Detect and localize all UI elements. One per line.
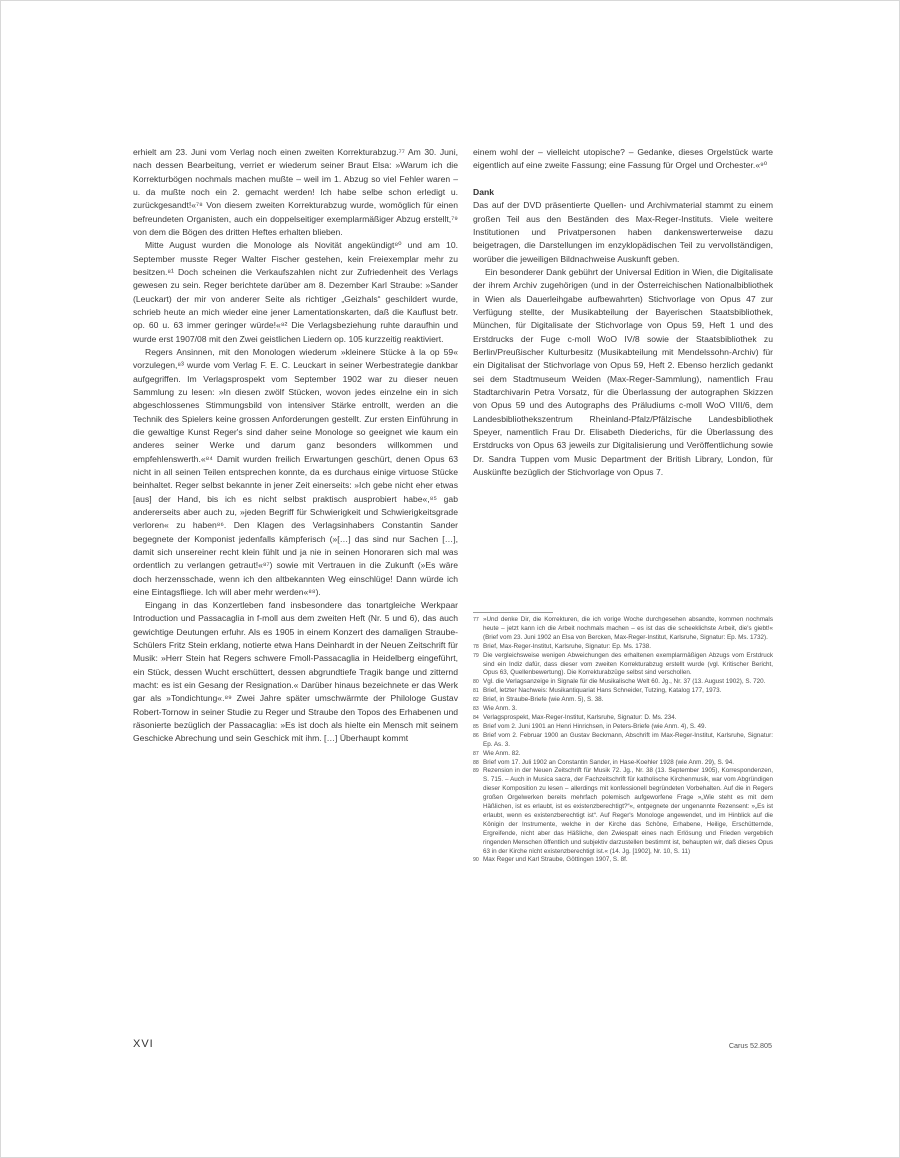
footnote xyxy=(473,705,773,714)
footnote-number: 78 xyxy=(473,643,479,650)
body-paragraph: erhielt am 23. Juni vom Verlag noch einen zweiten Korrekturabzug.⁷⁷ Am 30. Juni, nach dessen Bearbeitung, verriet er wiederum seiner Braut Elsa: »Warum ich die Korrekturbögen nochmals machen mußte – weil im 1. Abzug so viel Fehler waren – u. da mußte noch ein 2. gemacht werden! Ich habe selbe schon erledigt u. zurückgesandt!«⁷⁸ Von diesem zweiten Korrekturabzug wurde, womöglich für einen befreundeten Organisten, auch ein doppelseitiger exemplarmäßiger Abzug erstellt,⁷⁹ von dem die Bögen des dritten Heftes erhalten blieben. xyxy=(133,147,458,237)
footnote xyxy=(473,856,773,865)
footnote xyxy=(473,714,773,723)
footnote-text: Brief vom 2. Februar 1900 an Gustav Beckmann, Abschrift im Max-Reger-Institut, Karlsruhe, Signatur: Ep. As. 3. xyxy=(483,731,773,748)
body-paragraph-continuation: einem wohl der – vielleicht utopische? – Gedanke, dieses Orgelstück warte eigentlich auf eine zweite Fassung; eine Fassung für Orgel und Orchester.«⁹⁰ xyxy=(473,147,773,171)
body-paragraph: Ein besonderer Dank gebührt der Universal Edition in Wien, die Digitalisate der ihrem Archiv zugehörigen (und in der Österreichischen Nationalbibliothek in Wien als Dauerleihgabe aufbewahrten) Stichvorlage von Opus 47 zur Verfügung stellte, der Musikabteilung der Bayerischen Staatsbibliothek, München, für Digitalisate der Stichvorlage von Opus 59, Heft 1 und des Erstdrucks der Fuge c-moll WoO IV/8 sowie der Staatsbibliothek zu Berlin/Preußischer Kulturbesitz (Musikabteilung mit Mendelssohn-Archiv) für ein Digitalisat der Stichvorlage von Opus 59, Heft 2. Ebenso herzlich gedankt sei dem Stadtmuseum Weiden (Max-Reger-Sammlung), namentlich Frau Stadtarchivarin Petra Vorsatz, für die Überlassung der autographen Skizzen von Opus 59 und des Autographs des Präludiums c-moll WoO VIII/6, dem Landesbibliothekszentrum Rheinland-Pfalz/Pfälzische Landesbibliothek Speyer, namentlich Frau Dr. Elisabeth Diederichs, für die Überlassung des Erstdrucks von Opus 63 jeweils zur Digitalisierung und Veröffentlichung sowie Dr. Sandra Tuppen vom Music Department der British Library, London, für Auskünfte bezüglich der Stichvorlage von Opus 7. xyxy=(473,266,773,477)
footnote-number: 81 xyxy=(473,688,479,695)
footnote-number: 79 xyxy=(473,652,479,659)
footnote xyxy=(473,678,773,687)
footnote-text: Max Reger und Karl Straube, Göttingen 1907, S. 8f. xyxy=(483,856,628,864)
footnote xyxy=(473,767,773,856)
body-paragraph: Das auf der DVD präsentierte Quellen- und Archivmaterial stammt zu einem großen Teil aus den Beständen des Max-Reger-Instituts. Viele weitere Institutionen und Privatpersonen haben dankenswerterweise dazu beigetragen, die Darstellungen im enzyklopädischen Teil zu vervollständigen, worüber die jeweiligen Bildnachweise Auskunft geben. xyxy=(473,200,773,264)
section-heading-dank: Dank xyxy=(473,186,495,197)
footnote xyxy=(473,652,773,679)
footnote xyxy=(473,759,773,768)
body-paragraph: Regers Ansinnen, mit den Monologen wiederum »kleinere Stücke à la op 59« vorzulegen,⁸³ wurde vom Verlag F. E. C. Leuckart in seiner Werbestrategie dankbar aufgegriffen. Im Verlagsprospekt vom September 1902 war zu dieser neuen Sammlung zu lesen: »In diesen zwölf Stücken, wovon jedes einzelne ein in sich abgeschlossenes Stimmungsbild von intensiver Stärke entrollt, werden an die Technik des Spielers keine grossen Anforderungen gestellt. Zur ersten Einführung in die gewaltige Kunst Reger's sind daher seine Monologe so geeignet wie kaum ein anderes seiner Werke und darum ganz besonders willkommen und empfehlenswerth.«⁸⁴ Damit wurden freilich Erwartungen geschürt, denen Opus 63 nicht in all seinen Teilen entsprechen konnte, da es durchaus einige virtuose Stücke beinhaltet. Reger selbst bekannte in jener Zeit einerseits: »Ich gebe nicht eher etwas [aus] der Hand, bis ich es nicht selbst praktisch ausprobiert habe«,⁸⁵ gab andererseits aber auch zu, »jeden Begriff für Schwierigkeit und Schwierigkeitsgrade verloren« zu haben⁸⁶. Den Klagen des Verlagsinhabers Constantin Sander begegnete der Komponist jedenfalls kämpferisch (»[…] das sind nur Sachen […], damit sich unsereiner recht klein fühlt und ja nie in seinen Honoraren sich mal was ordentlich zu verlangen getraut!«⁸⁷) sowie mit Vertrauen in die Zukunft (»Es wäre doch herzensschade, wenn ich den altbekannten Weg einschlüge! Dann würde ich eine Eintagsfliege. Ich will aber mehr werden«⁸⁸). xyxy=(133,346,458,597)
footnote xyxy=(473,687,773,696)
footnotes-block xyxy=(473,616,773,865)
footnote-text: Rezension in der Neuen Zeitschrift für Musik 72. Jg., Nr. 38 (13. September 1905), Korrespondenzen, S. 715. – Auch in Musica sacra, der Fachzeitschrift für katholische Kirchenmusik, war vom Abgründigen dieser Komposition zu lesen – allerdings mit konfessionell begründeten Vorbehalten. Auf die in Regers großen Orgelwerken bereits mehrfach polemisch aufgeworfene Frage »„Wie steht es mit dem Häßlichen, ist es erlaubt, ist es existenzberechtigt?“«, entgegnete der ungenannte Rezensent: »„Es ist erlaubt, wenn es existenzberechtigt ist“. Auf Reger's Monologe angewendet, und im Hinblick auf die Königin der Instrumente, welche in der Kirche das Schöne, Erhabene, Heilige, Erschütternde, Ergreifende, nicht aber das Häßliche, den Zwiespalt eines nach Erlösung und Frieden vergeblich ringenden Menschen öffentlich und subjektiv darzustellen bestimmt ist, behaupten wir, daß dieses Opus 63 in der Kirche nicht existenzberechtigt ist.« (14. Jg. [1902], Nr. 10, S. 11) xyxy=(483,767,773,855)
footnote xyxy=(473,643,773,652)
footnote-number: 77 xyxy=(473,617,479,623)
footnote xyxy=(473,696,773,705)
footnote-number: 85 xyxy=(473,723,479,730)
footnote-text: Brief vom 17. Juli 1902 an Constantin Sander, in Hase-Koehler 1928 (wie Anm. 29), S. 94. xyxy=(483,758,734,766)
body-paragraph: Eingang in das Konzertleben fand insbesondere das tonartgleiche Werkpaar Introduction und Passacaglia in f-moll aus dem zweiten Heft (Nr. 5 und 6), das auch gewichtige Deutungen erfuhr. Als es 1905 in einem Konzert des damaligen Straube-Schülers Fritz Stein erklang, notierte etwa Hans Deinhardt in der Neuen Zeitschrift für Musik: »Herr Stein hat Regers schwere Fmoll-Passacaglia in Heidelberg eingeführt, ein Stück, dessen Wucht erschüttert, dessen abgrundtiefe Tragik bange und zitternd macht: es ist ein Gesang der Resignation.« Darüber hinaus bezeichnete er das Werk gar als »Tondichtung«.⁸⁹ Zwei Jahre später umschwärmte der Philologe Gustav Robert-Tornow in seiner Studie zu Reger und Straube den Topos des Erhabenen und räsonierte bezüglich der Passacaglia: »Es ist doch als hielte ein Mensch mit seinem Geschicke Abrechung und sein Geschick mit ihm. […] Überhaupt kommt xyxy=(133,600,458,744)
footnote xyxy=(473,750,773,759)
footnote-text: Vgl. die Verlagsanzeige in Signale für die Musikalische Welt 60. Jg., Nr. 37 (13. August 1902), S. 720. xyxy=(483,678,766,686)
footnote-text: Brief, in Straube-Briefe (wie Anm. 5), S. 38. xyxy=(483,696,604,704)
footnote-number: 84 xyxy=(473,714,479,721)
footnote-text: Verlagsprospekt, Max-Reger-Institut, Karlsruhe, Signatur: D. Ms. 234. xyxy=(483,713,677,721)
footnote-number: 87 xyxy=(473,750,479,757)
footnote-text: »Und denke Dir, die Korrekturen, die ich vorige Woche durchgesehen absandte, kommen nochmals heute – jetzt kann ich die Arbeit nochmals machen – es ist das die scheeklichste Arbeit, die's giebt!« (Brief vom 23. Juni 1902 an Elsa von Bercken, Max-Reger-Institut, Karlsruhe, Signatur: Ep. Ms. 1732). xyxy=(483,616,773,641)
footnote-number: 88 xyxy=(473,759,479,766)
footnote-number: 82 xyxy=(473,697,479,704)
footnote xyxy=(473,723,773,732)
footnote-number: 80 xyxy=(473,679,479,686)
footnote-number: 89 xyxy=(473,768,479,775)
right-text-column xyxy=(473,146,773,479)
page-number: XVI xyxy=(133,1038,154,1050)
body-paragraph: Mitte August wurden die Monologe als Novität angekündigt⁸⁰ und am 10. September musste Reger Walter Fischer gestehen, kein Freiexemplar mehr zu besitzen.⁸¹ Doch scheinen die Verkaufszahlen nicht zur Zufriedenheit des Verlags gewesen zu sein. Reger berichtete darüber am 8. Dezember Karl Straube: »Sander (Leuckart) der mir von anderer Seite als richtiger „Geizhals“ geschildert wurde, schrieb heute an mich wieder eine jener Lamentationskarten, daß die Kauflust betr. op. 60 u. 63 immer geringer würde!«⁸² Die Verlagsbeziehung ruhte daraufhin und wurde erst 1907/08 mit den Zwei geistlichen Liedern op. 105 kurzzeitig reaktiviert. xyxy=(133,240,458,344)
footnote-number: 90 xyxy=(473,857,479,864)
catalog-number: Carus 52.805 xyxy=(728,1041,772,1050)
footnote-number: 86 xyxy=(473,732,479,739)
footnote-text: Die vergleichsweise wenigen Abweichungen des erhaltenen exemplarmäßigen Abzugs vom Erstdruck sind ein Indiz dafür, dass dieser vom zweiten Korrekturabzug erstellt wurde (vgl. Kritischer Bericht, Opus 63, Quellenbewertung). Die Korrekturabzüge selbst sind verschollen. xyxy=(483,651,773,677)
footnote xyxy=(473,616,773,643)
footnote-text: Wie Anm. 3. xyxy=(483,705,517,713)
footnote-text: Brief, letzter Nachweis: Musikantiquariat Hans Schneider, Tutzing, Katalog 177, 1973. xyxy=(483,687,722,695)
footnote xyxy=(473,732,773,750)
footnote-separator xyxy=(473,612,553,613)
footnote-number: 83 xyxy=(473,706,479,713)
footnote-text: Wie Anm. 82. xyxy=(483,749,521,757)
left-text-column xyxy=(133,146,458,746)
footnote-text: Brief, Max-Reger-Institut, Karlsruhe, Signatur: Ep. Ms. 1738. xyxy=(483,642,651,650)
footnote-text: Brief vom 2. Juni 1901 an Henri Hinrichsen, in Peters-Briefe (wie Anm. 4), S. 49. xyxy=(483,722,707,730)
